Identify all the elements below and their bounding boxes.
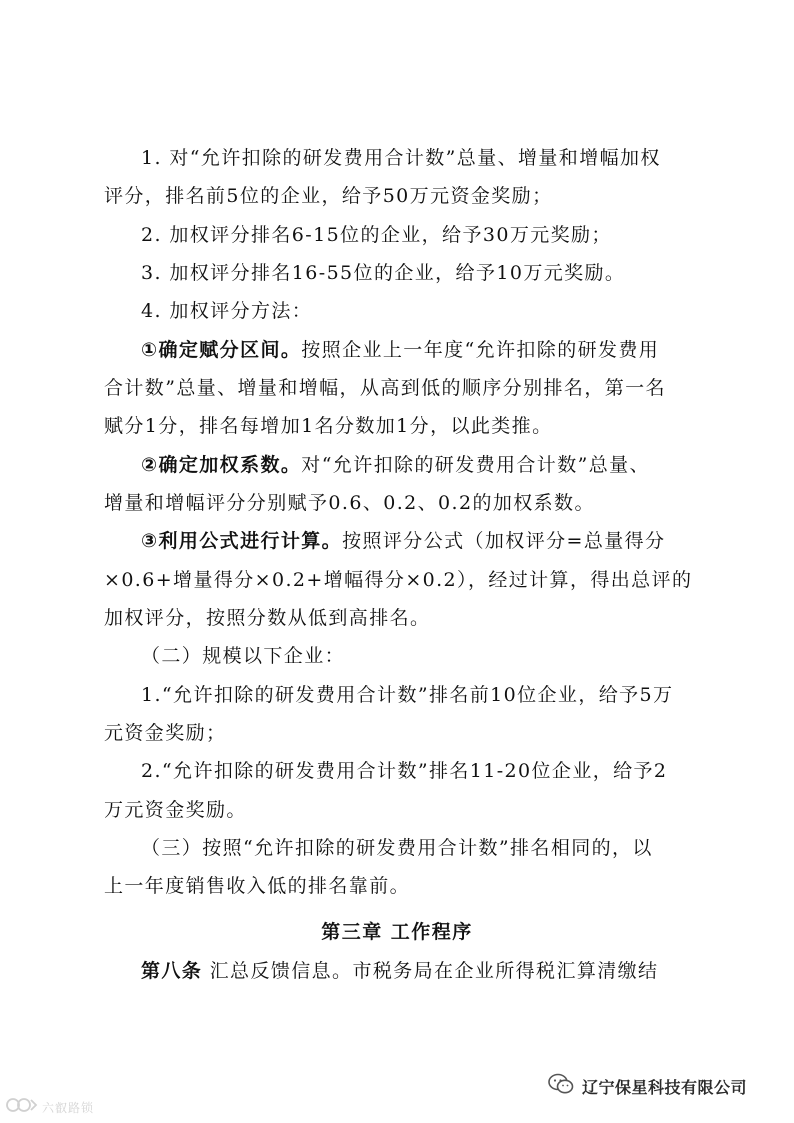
wechat-watermark	[548, 1066, 747, 1106]
paragraph-line: 赋分1分，排名每增加1名分数加1分，以此类推。	[104, 415, 553, 437]
paragraph-line: 元资金奖励；	[104, 722, 227, 744]
paragraph-line: 合计数”总量、增量和增幅，从高到低的顺序分别排名，第一名	[104, 377, 666, 399]
line-text: 按照企业上一年度“允许扣除的研发费用	[301, 339, 660, 361]
paragraph-line	[141, 952, 741, 990]
paragraph-line	[141, 331, 741, 369]
paragraph-line: 评分，排名前5位的企业，给予50万元资金奖励；	[104, 185, 553, 207]
paragraph-line: 3. 加权评分排名16-55位的企业，给予10万元奖励。	[141, 262, 626, 284]
brand-logo-icon	[6, 1096, 38, 1118]
wechat-icon	[548, 1073, 574, 1099]
paragraph-line: 增量和增幅评分分别赋予0.6、0.2、0.2的加权系数。	[104, 492, 595, 514]
section-heading: （三）按照“允许扣除的研发费用合计数”排名相同的，以	[141, 837, 653, 859]
paragraph-line: ×0.6+增量得分×0.2+增幅得分×0.2），经过计算，得出总评的	[104, 569, 693, 591]
paragraph-line: 1.“允许扣除的研发费用合计数”排名前10位企业，给予5万	[141, 684, 674, 706]
paragraph-line: 上一年度销售收入低的排名靠前。	[104, 875, 411, 897]
bold-lead: ①确定赋分区间。	[141, 339, 302, 361]
bold-lead: ②确定加权系数。	[141, 454, 302, 476]
paragraph-line: 2.“允许扣除的研发费用合计数”排名11-20位企业，给予2	[141, 760, 668, 782]
watermark-text: 辽宁保星科技有限公司	[582, 1077, 748, 1097]
bold-lead: ③利用公式进行计算。	[141, 530, 343, 552]
line-text: 对“允许扣除的研发费用合计数”总量、	[301, 454, 650, 476]
watermark-text: 六叡路锁	[42, 1100, 95, 1115]
corner-watermark	[6, 1096, 94, 1118]
section-heading: （二）规模以下企业：	[141, 645, 346, 667]
paragraph-line: 2. 加权评分排名6-15位的企业，给予30万元奖励；	[141, 224, 612, 246]
paragraph-line	[141, 446, 741, 484]
line-text: 汇总反馈信息。市税务局在企业所得税汇算清缴结	[202, 960, 659, 982]
paragraph-line: 万元资金奖励。	[104, 799, 247, 821]
chapter-title: 第三章 工作程序	[321, 921, 473, 943]
paragraph-line	[141, 522, 741, 560]
paragraph-line: 1. 对“允许扣除的研发费用合计数”总量、增量和增幅加权	[141, 147, 661, 169]
article-label: 第八条	[141, 960, 203, 982]
line-text: 按照评分公式（加权评分=总量得分	[342, 530, 666, 552]
paragraph-line: 4. 加权评分方法：	[141, 300, 313, 322]
paragraph-line: 加权评分，按照分数从低到高排名。	[104, 607, 431, 629]
